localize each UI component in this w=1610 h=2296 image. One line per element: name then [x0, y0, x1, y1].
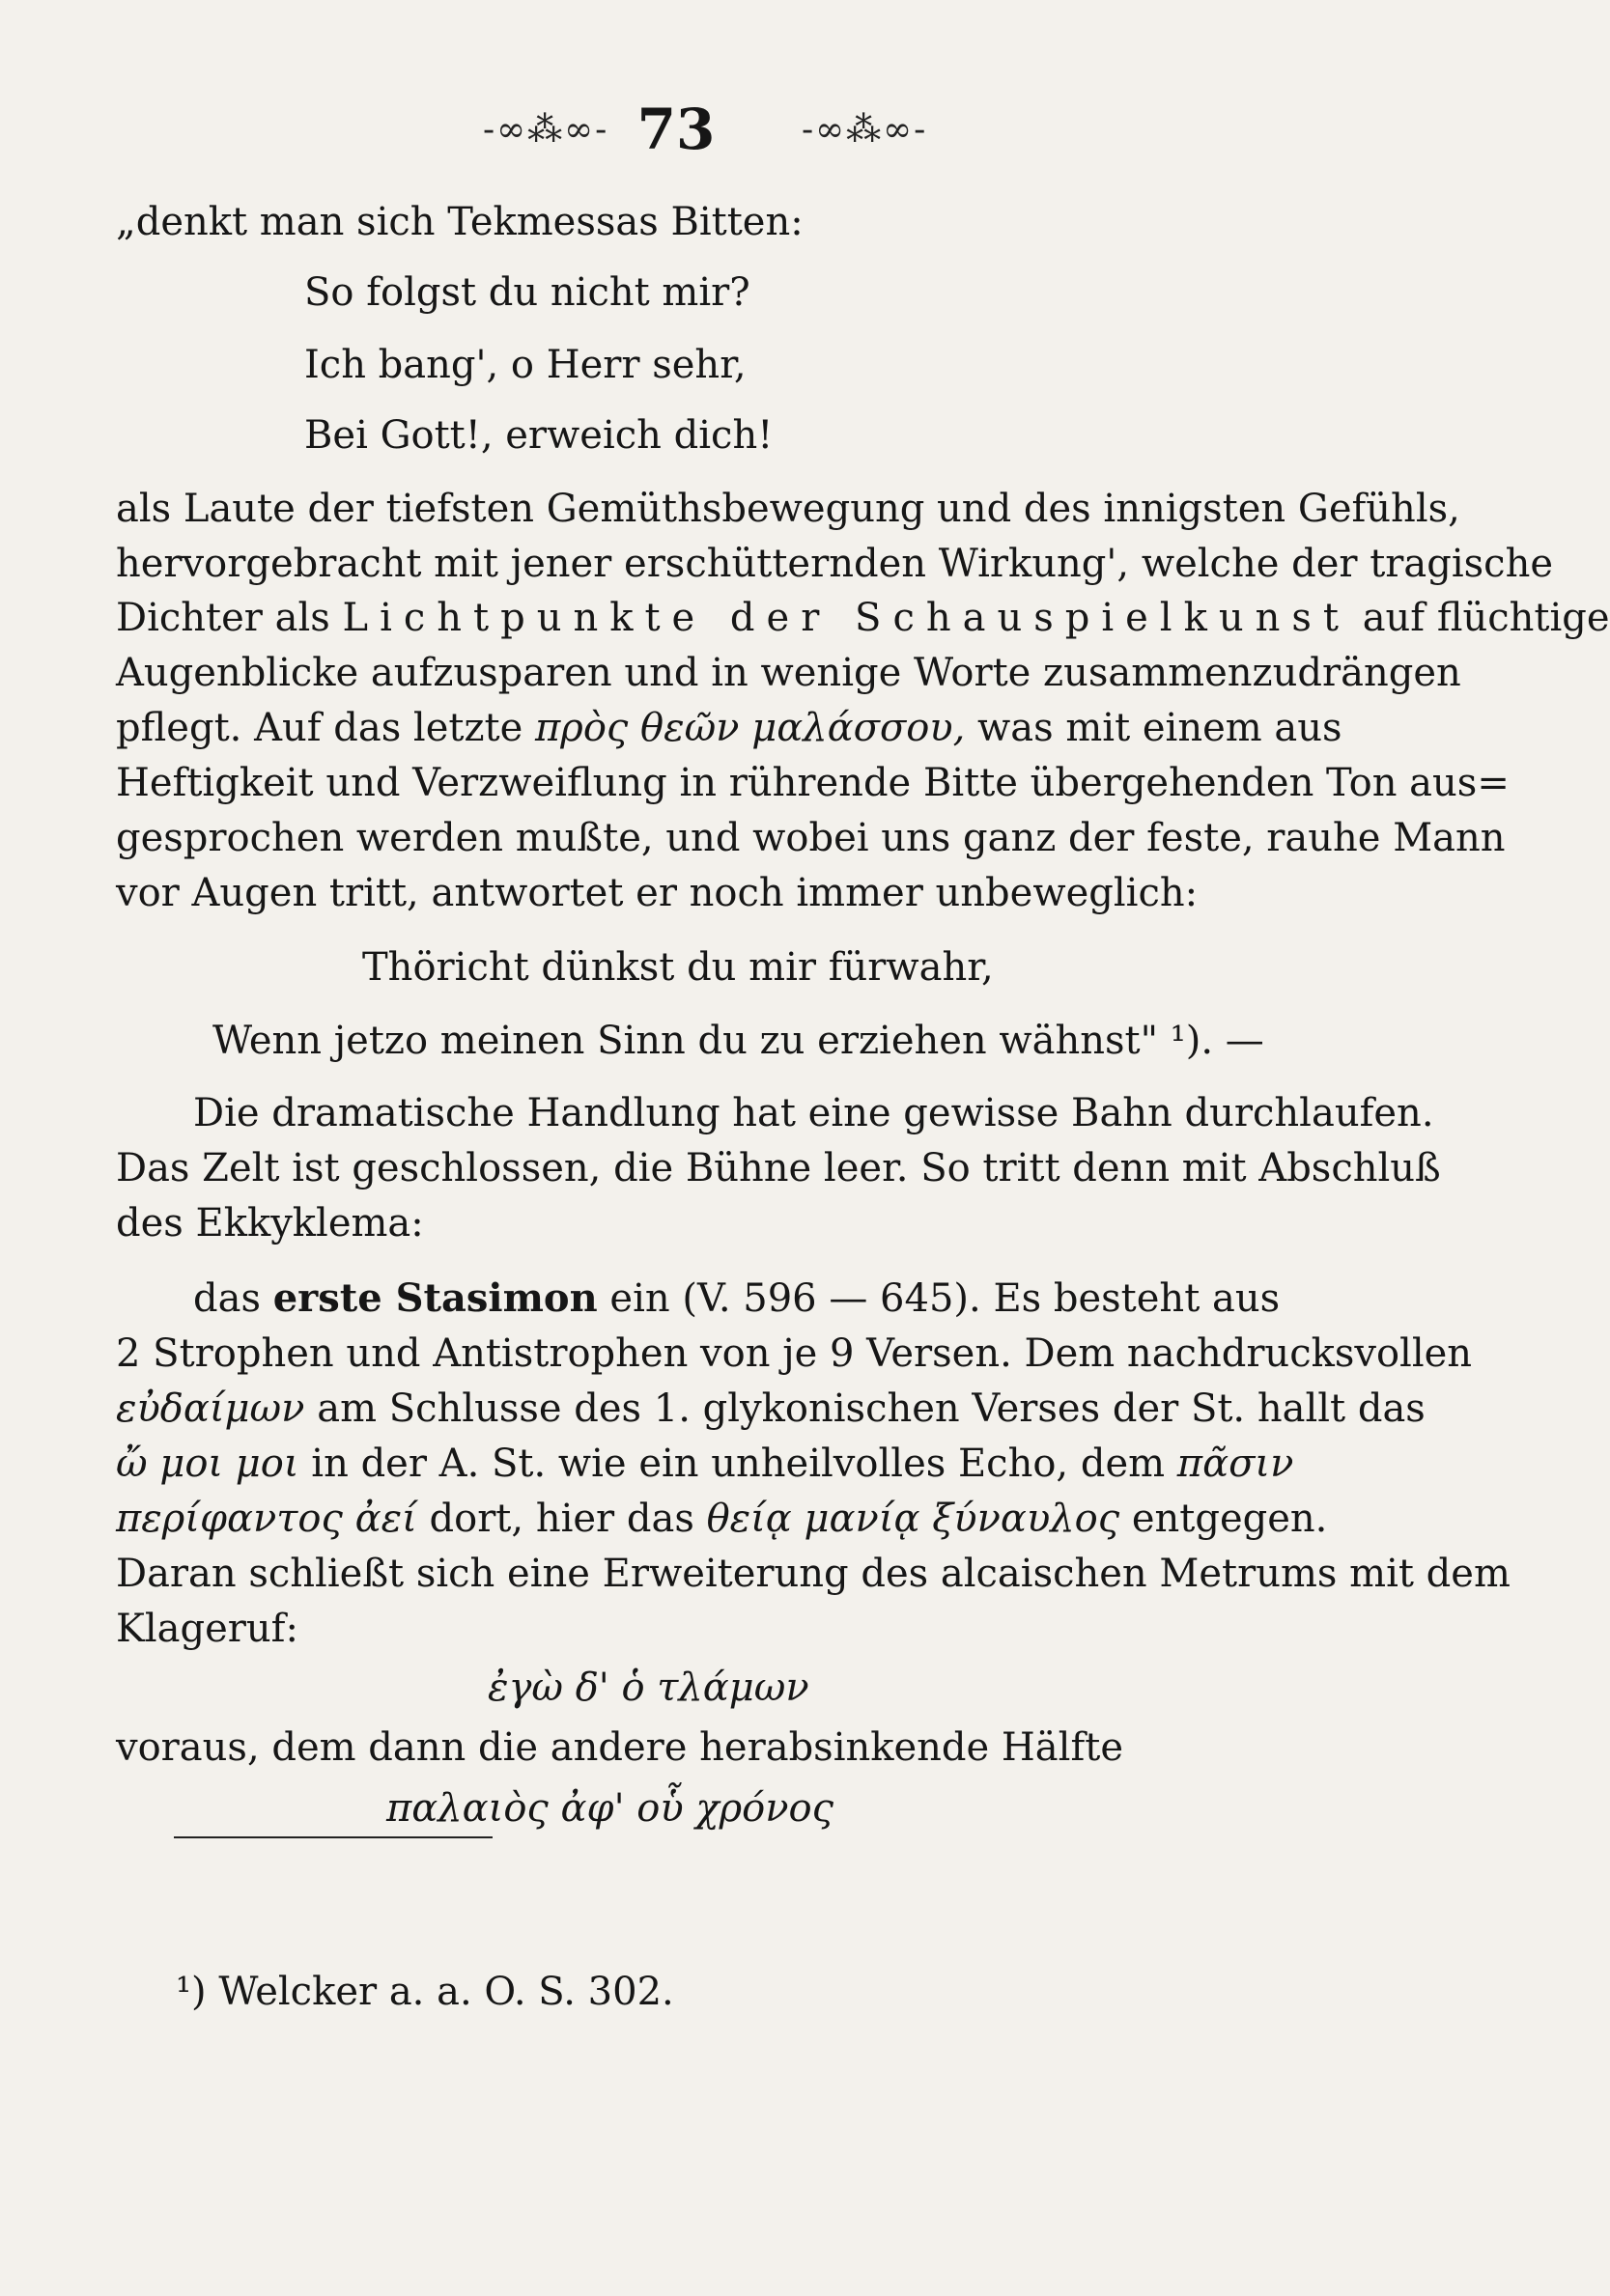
greek-span: ὤ μοι μοι [116, 1442, 299, 1486]
text-line: als Laute der tiefsten Gemüthsbewegung und des innigsten Gefühls, [116, 487, 1460, 531]
text-line: vor Augen tritt, antwortet er noch immer unbeweglich: [116, 871, 1199, 915]
text-line [116, 596, 1610, 640]
text-span: ein (V. 596 — 645). Es besteht aus [609, 1276, 1281, 1321]
verse-line: Bei Gott!, erweich dich! [304, 413, 774, 458]
greek-span: εὐδαίμων [116, 1386, 305, 1431]
emphasis-span: Lichtpunkte der Schauspielkunst [342, 596, 1350, 640]
text-line: voraus, dem dann die andere herabsinkende Hälfte [116, 1725, 1123, 1770]
text-span: das [193, 1276, 261, 1321]
verse-line: Thöricht dünkst du mir fürwahr, [362, 945, 994, 990]
text-line: Das Zelt ist geschlossen, die Bühne leer. So tritt denn mit Abschluß [116, 1146, 1441, 1190]
text-line: hervorgebracht mit jener erschütternden Wirkung', welche der tragische [116, 542, 1554, 586]
text-line: „denkt man sich Tekmessas Bitten: [116, 200, 804, 244]
text-line: Klageruf: [116, 1607, 298, 1651]
greek-span: περίφαντος ἀεί [116, 1497, 417, 1541]
text-span: in der A. St. wie ein unheilvolles Echo, dem [311, 1442, 1166, 1486]
text-span: pflegt. Auf das letzte [116, 706, 523, 750]
verse-line: Wenn jetzo meinen Sinn du zu erziehen wähnst" ¹). — [212, 1019, 1264, 1063]
footnote-separator [174, 1836, 493, 1838]
footnote [176, 1970, 674, 2014]
text-line [116, 1497, 1328, 1541]
footnote-text: Welcker a. a. O. S. 302. [218, 1970, 674, 2014]
verse-line: So folgst du nicht mir? [304, 270, 750, 315]
greek-span: θείᾳ μανίᾳ ξύναυλος [706, 1497, 1120, 1541]
text-span: Dichter als [116, 596, 330, 640]
heading-span: erste Stasimon [272, 1275, 598, 1321]
text-line: Heftigkeit und Verzweiflung in rührende Bitte übergehenden Ton aus= [116, 761, 1510, 805]
text-line: gesprochen werden mußte, und wobei uns ganz der feste, rauhe Mann [116, 816, 1506, 860]
ornament-right-icon: -∞⁂∞- [802, 110, 928, 150]
ornament-left-icon: -∞⁂∞- [483, 110, 609, 150]
greek-span: πρὸς θεῶν μαλάσσου, [535, 706, 966, 750]
greek-verse-line: παλαιὸς ἀφ' οὗ χρόνος [386, 1786, 834, 1831]
text-line [193, 1275, 1281, 1321]
text-line: Augenblicke aufzusparen und in wenige Worte zusammenzudrängen [116, 651, 1461, 695]
footnote-marker: ¹) [176, 1970, 207, 2014]
greek-span: πᾶσιν [1176, 1442, 1294, 1486]
text-span: entgegen. [1131, 1497, 1328, 1541]
text-line: 2 Strophen und Antistrophen von je 9 Versen. Dem nachdrucksvollen [116, 1331, 1473, 1376]
page-number: 73 [636, 97, 716, 162]
text-span: dort, hier das [429, 1497, 694, 1541]
text-span: auf flüchtige [1362, 596, 1610, 640]
verse-line: Ich bang', o Herr sehr, [304, 343, 747, 387]
text-span: was mit einem aus [977, 706, 1342, 750]
text-line [116, 706, 1342, 750]
greek-verse-line: ἐγὼ δ' ὁ τλάμων [488, 1666, 809, 1710]
page-header [0, 97, 1352, 164]
text-line: Die dramatische Handlung hat eine gewisse Bahn durchlaufen. [193, 1091, 1434, 1135]
text-line [116, 1442, 1294, 1486]
text-span: am Schlusse des 1. glykonischen Verses der St. hallt das [317, 1386, 1426, 1431]
text-line [116, 1386, 1426, 1431]
text-line: des Ekkyklema: [116, 1201, 424, 1246]
text-line: Daran schließt sich eine Erweiterung des alcaischen Metrums mit dem [116, 1552, 1511, 1596]
